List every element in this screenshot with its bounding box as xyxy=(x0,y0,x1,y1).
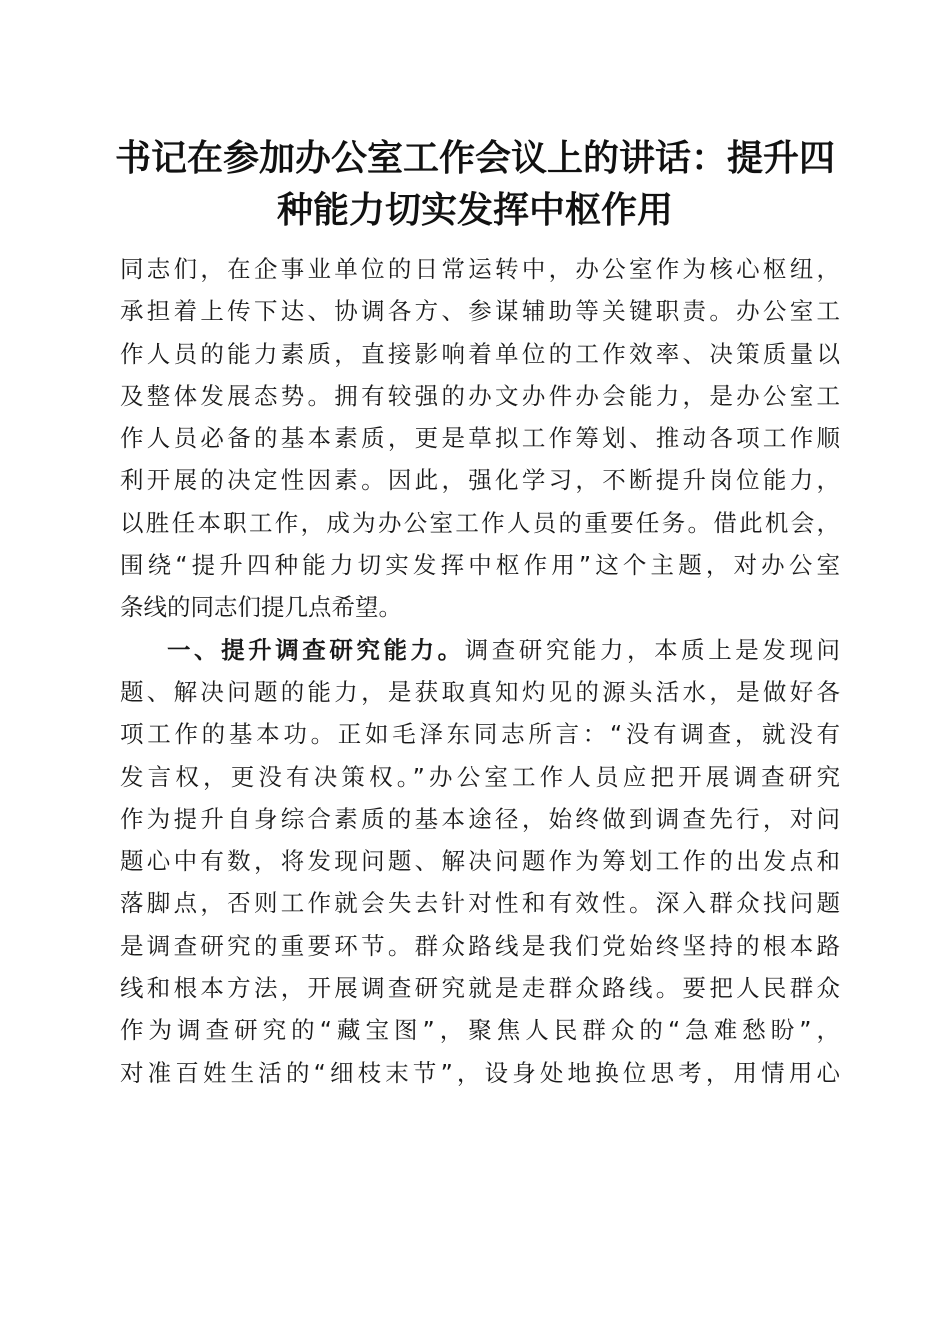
text-line: 落脚点，否则工作就会失去针对性和有效性。深入群众找问题 xyxy=(120,889,840,918)
text-line: 项工作的基本功。正如毛泽东同志所言：“没有调查，就没有 xyxy=(120,720,840,749)
section-heading: 一、提升调查研究能力。 xyxy=(167,635,465,664)
paragraph-section-1 xyxy=(120,629,840,1094)
text-line: 利开展的决定性因素。因此，强化学习，不断提升岗位能力， xyxy=(120,466,840,495)
text-line: 作为调查研究的“藏宝图”，聚焦人民群众的“急难愁盼”， xyxy=(120,1016,840,1045)
text-line: 发言权，更没有决策权。”办公室工作人员应把开展调查研究 xyxy=(120,762,840,791)
text-line: 线和根本方法，开展调查研究就是走群众路线。要把人民群众 xyxy=(120,974,840,1003)
title-line-1: 书记在参加办公室工作会议上的讲话：提升四 xyxy=(114,137,835,179)
document-body xyxy=(120,248,840,1094)
text-line: 作人员的能力素质，直接影响着单位的工作效率、决策质量以 xyxy=(120,339,840,368)
text-line: 题、解决问题的能力，是获取真知灼见的源头活水，是做好各 xyxy=(120,677,840,706)
text-line: 对准百姓生活的“细枝末节”，设身处地换位思考，用情用心 xyxy=(120,1058,840,1087)
text-line: 作人员必备的基本素质，更是草拟工作筹划、推动各项工作顺 xyxy=(120,424,840,453)
title-line-2: 种能力切实发挥中枢作用 xyxy=(276,189,673,231)
text-line: 是调查研究的重要环节。群众路线是我们党始终坚持的根本路 xyxy=(120,931,840,960)
paragraph-opening xyxy=(120,248,840,629)
text-line: 作为提升自身综合素质的基本途径，始终做到调查先行，对问 xyxy=(120,804,840,833)
text-line: 题心中有数，将发现问题、解决问题作为筹划工作的出发点和 xyxy=(120,847,840,876)
section-lead-text: 调查研究能力，本质上是发现问 xyxy=(464,635,840,664)
text-line: 及整体发展态势。拥有较强的办文办件办会能力，是办公室工 xyxy=(120,381,840,410)
text-line: 同志们，在企事业单位的日常运转中，办公室作为核心枢纽， xyxy=(120,255,840,283)
text-line: 条线的同志们提几点希望。 xyxy=(120,593,402,622)
text-line: 承担着上传下达、协调各方、参谋辅助等关键职责。办公室工 xyxy=(120,297,840,326)
text-line: 围绕“提升四种能力切实发挥中枢作用”这个主题，对办公室 xyxy=(120,551,840,580)
document-title xyxy=(100,132,850,236)
text-line: 以胜任本职工作，成为办公室工作人员的重要任务。借此机会， xyxy=(120,508,840,537)
section-first-line xyxy=(120,629,840,671)
